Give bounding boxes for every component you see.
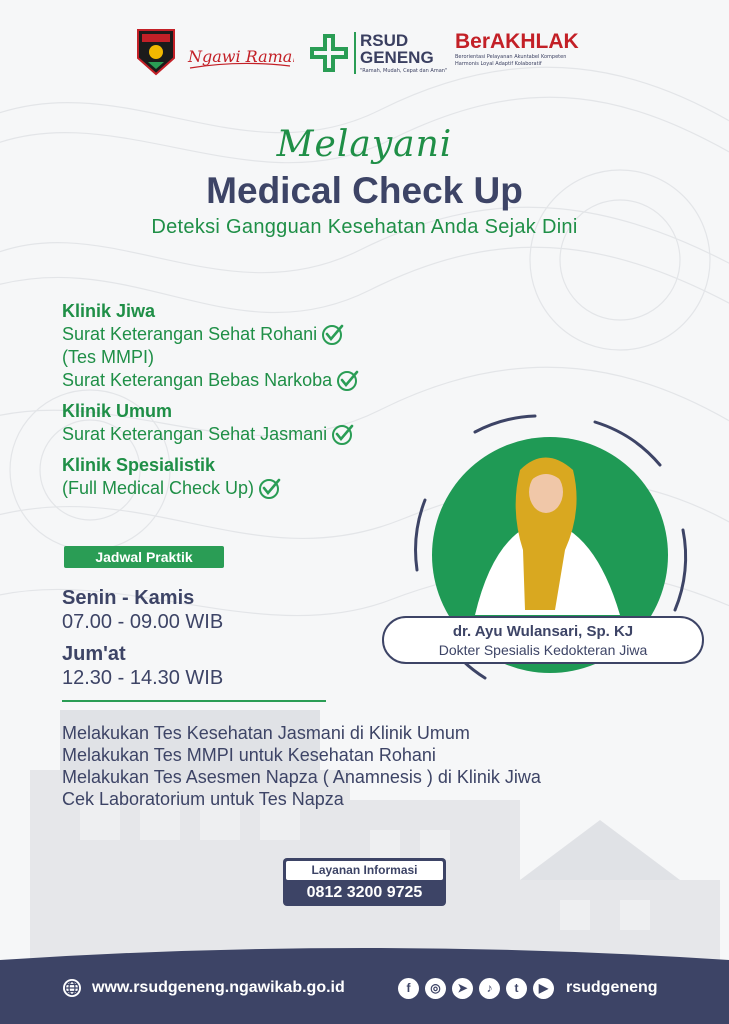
clinic-line-text: Surat Keterangan Sehat Rohani [62, 324, 318, 344]
rsud-cross-logo-icon [308, 32, 350, 74]
check-circle-icon [336, 368, 360, 392]
info-label: Layanan Informasi [286, 861, 443, 880]
test-item: Melakukan Tes Asesmen Napza ( Anamnesis ) di Klinik Jiwa [62, 767, 541, 787]
header-logos [0, 26, 729, 86]
clinic-spesialistik-line-1 [62, 476, 442, 500]
footer-bar [0, 944, 729, 1024]
info-phone[interactable]: 0812 3200 9725 [306, 884, 423, 901]
schedule-list [62, 586, 362, 690]
rsud-geneng-logo [360, 32, 450, 74]
page-subtitle: Deteksi Gangguan Kesehatan Anda Sejak Dini [151, 216, 578, 238]
clinic-jiwa-line-3 [62, 368, 442, 392]
berakhlak-logo [455, 30, 595, 68]
doctor-specialty: Dokter Spesialis Kedokteran Jiwa [438, 642, 648, 658]
doctor-name-card [382, 616, 704, 664]
clinic-jiwa-line-2 [62, 346, 442, 368]
social-handle[interactable]: rsudgeneng [566, 979, 658, 996]
doctor-name: dr. Ayu Wulansari, Sp. KJ [452, 623, 634, 640]
info-box [283, 858, 446, 906]
ngawi-ramah-logo [184, 38, 294, 78]
berakhlak-subtitle-2: Harmonis Loyal Adaptif Kolaboratif [455, 61, 542, 67]
clinic-line-text: (Tes MMPI) [62, 347, 154, 367]
rsud-name-line1: RSUD [360, 31, 409, 50]
schedule-time-2: 12.30 - 14.30 WIB [62, 667, 224, 689]
clinic-umum-name: Klinik Umum [62, 401, 173, 421]
berakhlak-subtitle-1: Berorientasi Pelayanan Akuntabel Kompeten [455, 54, 567, 60]
clinic-line-text: (Full Medical Check Up) [62, 478, 255, 498]
check-circle-icon [258, 476, 282, 500]
rsud-divider [354, 32, 356, 74]
clinic-spesialistik-name: Klinik Spesialistik [62, 455, 216, 475]
check-circle-icon [331, 422, 355, 446]
check-circle-icon [321, 322, 345, 346]
instagram-icon[interactable]: ◎ [425, 978, 446, 999]
social-icons [398, 978, 554, 998]
twitter-icon[interactable]: t [506, 978, 527, 999]
test-item: Cek Laboratorium untuk Tes Napza [62, 789, 344, 809]
facebook-icon[interactable]: f [398, 978, 419, 999]
youtube-icon[interactable]: ▶ [533, 978, 554, 999]
berakhlak-title: BerAKHLAK [455, 30, 579, 53]
test-item: Melakukan Tes MMPI untuk Kesehatan Rohani [62, 745, 436, 765]
tiktok-icon[interactable]: ♪ [479, 978, 500, 999]
ngawi-emblem-icon [136, 28, 176, 76]
clinic-umum-line-1 [62, 422, 442, 446]
clinic-line-text: Surat Keterangan Bebas Narkoba [62, 370, 333, 390]
globe-icon [62, 978, 82, 998]
schedule-day-2: Jum'at [62, 643, 126, 665]
clinic-jiwa-line-1 [62, 322, 442, 346]
rsud-name-line2: GENENG [360, 48, 434, 67]
schedule-time-1: 07.00 - 09.00 WIB [62, 611, 224, 633]
schedule-badge: Jadwal Praktik [64, 546, 224, 568]
clinic-line-text: Surat Keterangan Sehat Jasmani [62, 424, 328, 444]
schedule-divider [62, 700, 326, 702]
ngawi-ramah-text: Ngawi Ramah [188, 47, 294, 66]
website-link[interactable]: www.rsudgeneng.ngawikab.go.id [92, 979, 345, 996]
schedule-day-1: Senin - Kamis [62, 587, 195, 609]
rsud-tagline: "Ramah, Mudah, Cepat dan Aman" [360, 68, 448, 74]
telegram-icon[interactable]: ➤ [452, 978, 473, 999]
test-item: Melakukan Tes Kesehatan Jasmani di Klinik Umum [62, 723, 470, 743]
ngawi-ramah-wordmark [184, 38, 294, 74]
clinic-jiwa-name: Klinik Jiwa [62, 301, 156, 321]
clinic-list [62, 300, 442, 500]
test-list [62, 722, 702, 810]
page-title: Medical Check Up [206, 170, 523, 211]
script-heading: Melayani [276, 124, 453, 165]
